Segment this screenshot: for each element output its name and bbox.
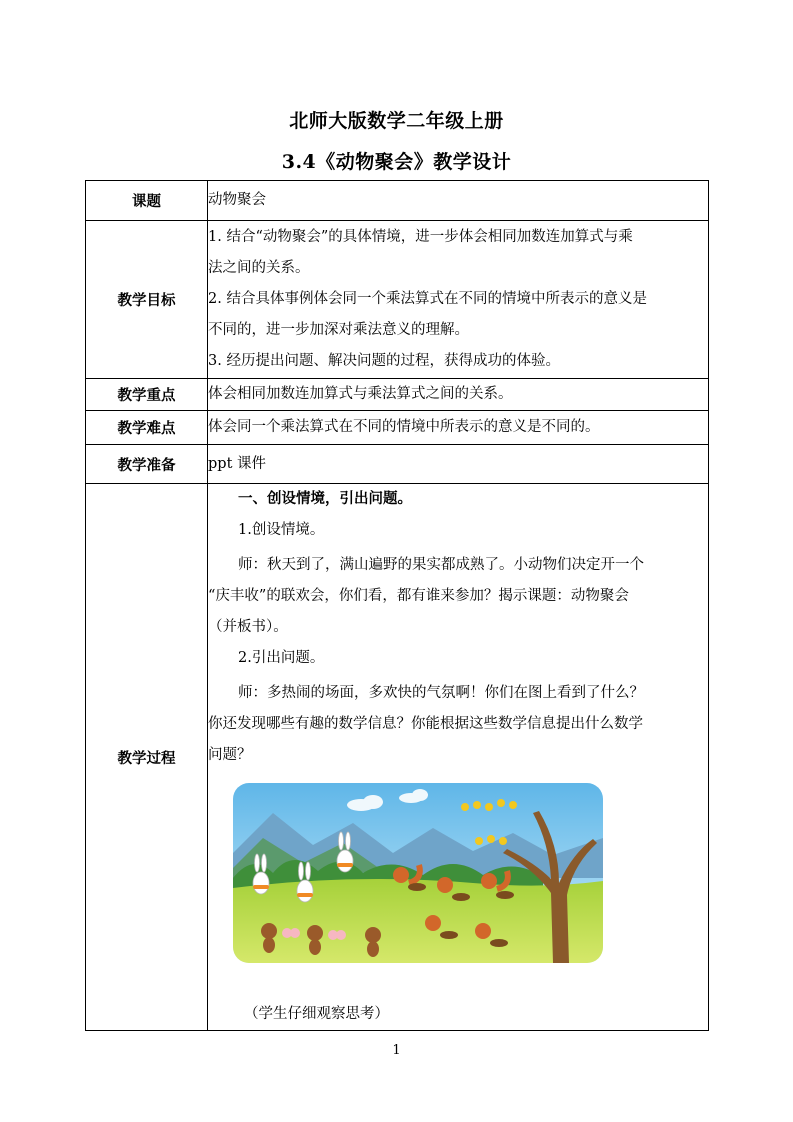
difficulty-label: 教学难点 — [86, 411, 208, 445]
difficulty-value: 体会同一个乘法算式在不同的情境中所表示的意义是不同的。 — [208, 411, 709, 445]
paragraph-line: （并板书）。 — [208, 619, 288, 635]
table-row — [86, 484, 709, 1031]
section-heading: 一、创设情境，引出问题。 — [238, 491, 412, 507]
table-row — [86, 221, 709, 379]
document-subtitle: 3.4《动物聚会》教学设计 — [281, 151, 512, 173]
step-heading: 2.引出问题。 — [238, 650, 325, 666]
document-title: 北师大版数学二年级上册 — [289, 110, 504, 132]
prep-label: 教学准备 — [86, 445, 208, 484]
process-label: 教学过程 — [86, 484, 208, 1031]
goal-line: 法之间的关系。 — [208, 260, 310, 276]
table-row — [86, 411, 709, 445]
lesson-plan-table — [85, 180, 709, 1031]
key-point-label: 教学重点 — [86, 379, 208, 411]
paragraph-line: 你还发现哪些有趣的数学信息？你能根据这些数学信息提出什么数学 — [208, 716, 643, 732]
paragraph-line: 师：秋天到了，满山遍野的果实都成熟了。小动物们决定开一个 — [238, 557, 644, 573]
goal-line: 1. 结合“动物聚会”的具体情境，进一步体会相同加数连加算式与乘 — [208, 229, 633, 245]
paragraph-line: “庆丰收”的联欢会，你们看，都有谁来参加？揭示课题：动物聚会 — [208, 588, 629, 604]
paragraph-line: 问题？ — [208, 747, 252, 763]
prep-value: ppt 课件 — [208, 445, 709, 484]
process-content — [208, 484, 709, 1031]
page-number: 1 — [392, 1043, 401, 1058]
student-note: （学生仔细观察思考） — [244, 1006, 389, 1022]
animal-gathering-illustration — [233, 783, 603, 963]
goals-label: 教学目标 — [86, 221, 208, 379]
topic-value: 动物聚会 — [208, 181, 709, 221]
goal-line: 3. 经历提出问题、解决问题的过程，获得成功的体验。 — [208, 353, 560, 369]
key-point-value: 体会相同加数连加算式与乘法算式之间的关系。 — [208, 379, 709, 411]
paragraph-line: 师：多热闹的场面，多欢快的气氛啊！你们在图上看到了什么？ — [238, 685, 644, 701]
goal-line: 2. 结合具体事例体会同一个乘法算式在不同的情境中所表示的意义是 — [208, 291, 647, 307]
table-row — [86, 181, 709, 221]
step-heading: 1.创设情境。 — [238, 522, 325, 538]
goal-line: 不同的，进一步加深对乘法意义的理解。 — [208, 322, 469, 338]
goals-value — [208, 221, 709, 379]
table-row — [86, 379, 709, 411]
table-row — [86, 445, 709, 484]
topic-label: 课题 — [86, 181, 208, 221]
